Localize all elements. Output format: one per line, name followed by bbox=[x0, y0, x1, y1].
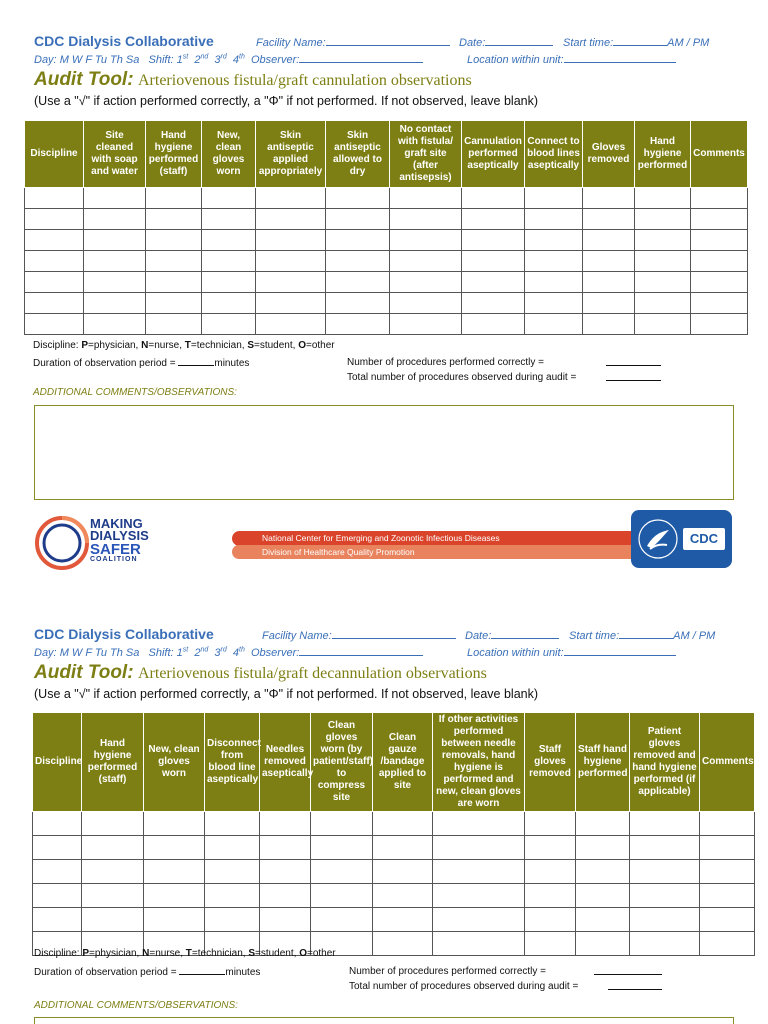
table-cell[interactable] bbox=[373, 812, 433, 836]
table-cell[interactable] bbox=[525, 932, 576, 956]
table-cell[interactable] bbox=[373, 932, 433, 956]
table-cell[interactable] bbox=[146, 251, 202, 272]
col-header: New, clean gloves worn bbox=[202, 121, 256, 188]
table-cell[interactable] bbox=[84, 314, 146, 335]
table-cell[interactable] bbox=[691, 293, 748, 314]
instructions: (Use a "√" if action performed correctly, a "Φ" if not performed. If not observed, leave blank) bbox=[34, 94, 539, 108]
additional-comments-label: ADDITIONAL COMMENTS/OBSERVATIONS: bbox=[34, 1000, 238, 1011]
table-cell[interactable] bbox=[205, 908, 260, 932]
page-title: Audit Tool: Arteriovenous fistula/graft cannulation observations bbox=[34, 69, 472, 90]
table-cell[interactable] bbox=[576, 884, 630, 908]
table-cell[interactable] bbox=[326, 293, 390, 314]
table-cell[interactable] bbox=[390, 188, 462, 209]
table-cell[interactable] bbox=[25, 230, 84, 251]
table-cell[interactable] bbox=[583, 272, 635, 293]
total-count-line[interactable] bbox=[606, 372, 661, 384]
col-header: Hand hygiene performed bbox=[635, 121, 691, 188]
col-header: Staff gloves removed bbox=[525, 713, 576, 812]
table-cell[interactable] bbox=[462, 251, 525, 272]
table-cell[interactable] bbox=[256, 293, 326, 314]
table-cell[interactable] bbox=[84, 272, 146, 293]
table-cell[interactable] bbox=[311, 812, 373, 836]
table-cell[interactable] bbox=[311, 860, 373, 884]
facility-name-field[interactable]: Facility Name: bbox=[256, 36, 450, 49]
table-cell[interactable] bbox=[390, 209, 462, 230]
col-header: Hand hygiene performed (staff) bbox=[146, 121, 202, 188]
table-cell[interactable] bbox=[576, 908, 630, 932]
total-count-field[interactable]: Total number of procedures observed during audit = bbox=[347, 372, 577, 383]
table-cell[interactable] bbox=[202, 251, 256, 272]
logo-line-3: SAFER bbox=[90, 540, 141, 558]
table-cell[interactable] bbox=[390, 251, 462, 272]
col-header: New, clean gloves worn bbox=[144, 713, 205, 812]
logo-text bbox=[90, 518, 149, 564]
table-cell[interactable] bbox=[525, 908, 576, 932]
table-cell[interactable] bbox=[462, 272, 525, 293]
table-cell[interactable] bbox=[433, 812, 525, 836]
table-cell[interactable] bbox=[630, 932, 700, 956]
table-cell[interactable] bbox=[525, 860, 576, 884]
table-cell[interactable] bbox=[33, 884, 82, 908]
table-cell[interactable] bbox=[205, 884, 260, 908]
table-cell[interactable] bbox=[390, 230, 462, 251]
table-cell[interactable] bbox=[462, 230, 525, 251]
table-row bbox=[25, 314, 748, 335]
table-cell[interactable] bbox=[25, 314, 84, 335]
col-header: Clean gloves worn (by patient/staff) to compress site bbox=[311, 713, 373, 812]
table-cell[interactable] bbox=[326, 314, 390, 335]
table-cell[interactable] bbox=[691, 314, 748, 335]
correct-count-line[interactable] bbox=[606, 357, 661, 369]
table-cell[interactable] bbox=[576, 812, 630, 836]
start-time-field[interactable]: Start time: AM / PM bbox=[569, 630, 716, 642]
table-cell[interactable] bbox=[525, 251, 583, 272]
col-header: Staff hand hygiene performed bbox=[576, 713, 630, 812]
table-cell[interactable] bbox=[25, 251, 84, 272]
instructions: (Use a "√" if action performed correctly, a "Φ" if not performed. If not observed, leave blank) bbox=[34, 687, 539, 701]
table-cell[interactable] bbox=[202, 314, 256, 335]
table-cell[interactable] bbox=[630, 884, 700, 908]
day-shift-row: Day: M W F Tu Th Sa Shift: 1st 2nd 3rd 4th Observer: bbox=[34, 646, 423, 659]
table-cell[interactable] bbox=[525, 812, 576, 836]
table-row bbox=[25, 293, 748, 314]
table-cell[interactable] bbox=[635, 230, 691, 251]
table-cell[interactable] bbox=[635, 209, 691, 230]
table-cell[interactable] bbox=[630, 908, 700, 932]
table-row bbox=[33, 884, 755, 908]
table-row bbox=[25, 272, 748, 293]
table-cell[interactable] bbox=[700, 812, 755, 836]
table-cell[interactable] bbox=[33, 836, 82, 860]
table-cell[interactable] bbox=[583, 314, 635, 335]
table-cell[interactable] bbox=[462, 293, 525, 314]
table-cell[interactable] bbox=[205, 836, 260, 860]
table-cell[interactable] bbox=[82, 812, 144, 836]
table-cell[interactable] bbox=[462, 209, 525, 230]
col-header: Site cleaned with soap and water bbox=[84, 121, 146, 188]
table-cell[interactable] bbox=[84, 209, 146, 230]
duration-field[interactable]: Duration of observation period = minutes bbox=[34, 967, 261, 978]
table-cell[interactable] bbox=[583, 188, 635, 209]
table-cell[interactable] bbox=[84, 188, 146, 209]
discipline-legend: Discipline: P=physician, N=nurse, T=technician, S=student, O=other bbox=[33, 340, 335, 351]
table-cell[interactable] bbox=[260, 836, 311, 860]
location-field[interactable]: Location within unit: bbox=[467, 646, 676, 659]
table-cell[interactable] bbox=[433, 884, 525, 908]
table-cell[interactable] bbox=[33, 812, 82, 836]
total-count-field[interactable]: Total number of procedures observed during audit = bbox=[349, 981, 579, 992]
table-cell[interactable] bbox=[433, 932, 525, 956]
table-cell[interactable] bbox=[256, 230, 326, 251]
table-cell[interactable] bbox=[525, 836, 576, 860]
table-cell[interactable] bbox=[390, 272, 462, 293]
table-cell[interactable] bbox=[260, 860, 311, 884]
table-cell[interactable] bbox=[700, 884, 755, 908]
additional-comments-box[interactable] bbox=[34, 405, 734, 500]
table-cell[interactable] bbox=[635, 251, 691, 272]
table-cell[interactable] bbox=[84, 251, 146, 272]
table-cell[interactable] bbox=[525, 884, 576, 908]
table-cell[interactable] bbox=[202, 272, 256, 293]
col-header: Disconnect from blood line aseptically bbox=[205, 713, 260, 812]
col-header: If other activities performed between needle removals, hand hygiene is performed and new, clean gloves are worn bbox=[433, 713, 525, 812]
table-cell[interactable] bbox=[525, 293, 583, 314]
table-cell[interactable] bbox=[691, 272, 748, 293]
table-cell[interactable] bbox=[373, 860, 433, 884]
audit-section-cannulation bbox=[0, 0, 768, 510]
col-header: Discipline bbox=[25, 121, 84, 188]
table-cell[interactable] bbox=[144, 836, 205, 860]
date-field[interactable]: Date: bbox=[465, 629, 559, 642]
discipline-legend: Discipline: P=physician, N=nurse, T=technician, S=student, O=other bbox=[34, 948, 336, 959]
date-field[interactable]: Date: bbox=[459, 36, 553, 49]
col-header: Clean gauze /bandage applied to site bbox=[373, 713, 433, 812]
table-cell[interactable] bbox=[144, 884, 205, 908]
table-cell[interactable] bbox=[256, 314, 326, 335]
table-cell[interactable] bbox=[144, 908, 205, 932]
table-row bbox=[33, 860, 755, 884]
dhqp-bar: Division of Healthcare Quality Promotion bbox=[232, 545, 632, 559]
table-body bbox=[25, 188, 748, 335]
table-cell[interactable] bbox=[256, 209, 326, 230]
table-cell[interactable] bbox=[691, 209, 748, 230]
table-cell[interactable] bbox=[144, 860, 205, 884]
org-name: CDC Dialysis Collaborative bbox=[34, 626, 214, 642]
table-cell[interactable] bbox=[82, 908, 144, 932]
table-cell[interactable] bbox=[635, 188, 691, 209]
table-cell[interactable] bbox=[326, 272, 390, 293]
table-cell[interactable] bbox=[630, 836, 700, 860]
table-cell[interactable] bbox=[326, 251, 390, 272]
col-header: Comments bbox=[691, 121, 748, 188]
table-cell[interactable] bbox=[82, 860, 144, 884]
additional-comments-label: ADDITIONAL COMMENTS/OBSERVATIONS: bbox=[33, 387, 237, 398]
logo-line-1: MAKING bbox=[90, 516, 143, 531]
table-cell[interactable] bbox=[525, 209, 583, 230]
table-cell[interactable] bbox=[583, 293, 635, 314]
table-cell[interactable] bbox=[326, 230, 390, 251]
table-row bbox=[25, 251, 748, 272]
table-cell[interactable] bbox=[583, 251, 635, 272]
table-cell[interactable] bbox=[433, 908, 525, 932]
col-header: Skin antiseptic allowed to dry bbox=[326, 121, 390, 188]
table-cell[interactable] bbox=[576, 860, 630, 884]
table-cell[interactable] bbox=[311, 836, 373, 860]
table-cell[interactable] bbox=[373, 884, 433, 908]
table-cell[interactable] bbox=[583, 209, 635, 230]
audit-table bbox=[24, 120, 748, 335]
table-cell[interactable] bbox=[691, 188, 748, 209]
table-cell[interactable] bbox=[700, 908, 755, 932]
day-shift-row: Day: M W F Tu Th Sa Shift: 1st 2nd 3rd 4th Observer: bbox=[34, 53, 423, 66]
col-header: Patient gloves removed and hand hygiene performed (if applicable) bbox=[630, 713, 700, 812]
making-dialysis-safer-logo bbox=[32, 513, 92, 573]
col-header: Discipline bbox=[33, 713, 82, 812]
table-cell[interactable] bbox=[256, 251, 326, 272]
table-cell[interactable] bbox=[202, 209, 256, 230]
col-header: Gloves removed bbox=[583, 121, 635, 188]
table-cell[interactable] bbox=[525, 272, 583, 293]
table-cell[interactable] bbox=[390, 314, 462, 335]
table-row bbox=[33, 908, 755, 932]
table-cell[interactable] bbox=[390, 293, 462, 314]
table-cell[interactable] bbox=[25, 188, 84, 209]
table-cell[interactable] bbox=[583, 230, 635, 251]
table-cell[interactable] bbox=[144, 812, 205, 836]
footer bbox=[0, 505, 768, 575]
col-header: Needles removed aseptically bbox=[260, 713, 311, 812]
total-count-line[interactable] bbox=[608, 981, 662, 993]
table-cell[interactable] bbox=[373, 908, 433, 932]
logo-line-4: COALITION bbox=[90, 555, 138, 563]
col-header: Comments bbox=[700, 713, 755, 812]
table-cell[interactable] bbox=[202, 293, 256, 314]
table-row bbox=[25, 188, 748, 209]
correct-count-line[interactable] bbox=[594, 966, 662, 978]
table-cell[interactable] bbox=[635, 272, 691, 293]
duration-field[interactable]: Duration of observation period = minutes bbox=[33, 358, 250, 369]
table-cell[interactable] bbox=[525, 230, 583, 251]
table-cell[interactable] bbox=[202, 230, 256, 251]
hhs-eagle-icon bbox=[637, 518, 679, 560]
audit-table bbox=[32, 712, 755, 956]
facility-name-field[interactable]: Facility Name: bbox=[262, 629, 456, 642]
table-cell[interactable] bbox=[33, 860, 82, 884]
table-cell[interactable] bbox=[146, 314, 202, 335]
table-cell[interactable] bbox=[82, 884, 144, 908]
table-row bbox=[25, 209, 748, 230]
table-cell[interactable] bbox=[700, 932, 755, 956]
correct-count-field[interactable]: Number of procedures performed correctly = bbox=[347, 357, 545, 368]
table-cell[interactable] bbox=[576, 932, 630, 956]
cdc-wordmark: CDC bbox=[683, 528, 725, 550]
table-cell[interactable] bbox=[635, 314, 691, 335]
org-name: CDC Dialysis Collaborative bbox=[34, 33, 214, 49]
table-row bbox=[25, 230, 748, 251]
table-cell[interactable] bbox=[25, 209, 84, 230]
table-cell[interactable] bbox=[462, 314, 525, 335]
table-row bbox=[33, 812, 755, 836]
table-cell[interactable] bbox=[260, 812, 311, 836]
table-cell[interactable] bbox=[146, 272, 202, 293]
table-cell[interactable] bbox=[202, 188, 256, 209]
table-cell[interactable] bbox=[260, 908, 311, 932]
col-header: Skin antiseptic applied appropriately bbox=[256, 121, 326, 188]
table-cell[interactable] bbox=[635, 293, 691, 314]
table-cell[interactable] bbox=[256, 272, 326, 293]
table-cell[interactable] bbox=[84, 293, 146, 314]
table-cell[interactable] bbox=[691, 251, 748, 272]
table-cell[interactable] bbox=[576, 836, 630, 860]
cdc-logo bbox=[631, 510, 732, 568]
ncezid-bar: National Center for Emerging and Zoonotic Infectious Diseases bbox=[232, 531, 632, 546]
table-cell[interactable] bbox=[256, 188, 326, 209]
table-cell[interactable] bbox=[311, 884, 373, 908]
table-cell[interactable] bbox=[311, 908, 373, 932]
table-cell[interactable] bbox=[33, 908, 82, 932]
table-cell[interactable] bbox=[146, 293, 202, 314]
table-cell[interactable] bbox=[205, 812, 260, 836]
table-cell[interactable] bbox=[25, 293, 84, 314]
table-cell[interactable] bbox=[25, 272, 84, 293]
table-cell[interactable] bbox=[84, 230, 146, 251]
table-cell[interactable] bbox=[630, 860, 700, 884]
table-cell[interactable] bbox=[700, 860, 755, 884]
logo-line-2: DIALYSIS bbox=[90, 528, 149, 544]
col-header: Cannulation performed aseptically bbox=[462, 121, 525, 188]
table-cell[interactable] bbox=[146, 209, 202, 230]
table-cell[interactable] bbox=[146, 230, 202, 251]
table-row bbox=[33, 836, 755, 860]
table-cell[interactable] bbox=[433, 860, 525, 884]
col-header: No contact with fistula/ graft site (after antisepsis) bbox=[390, 121, 462, 188]
col-header: Connect to blood lines aseptically bbox=[525, 121, 583, 188]
table-cell[interactable] bbox=[700, 836, 755, 860]
location-field[interactable]: Location within unit: bbox=[467, 53, 676, 66]
table-cell[interactable] bbox=[525, 314, 583, 335]
table-cell[interactable] bbox=[525, 188, 583, 209]
start-time-field[interactable]: Start time: AM / PM bbox=[563, 37, 710, 49]
audit-section-decannulation bbox=[0, 594, 768, 1024]
table-cell[interactable] bbox=[146, 188, 202, 209]
table-cell[interactable] bbox=[82, 836, 144, 860]
col-header: Hand hygiene performed (staff) bbox=[82, 713, 144, 812]
table-cell[interactable] bbox=[205, 860, 260, 884]
additional-comments-box[interactable] bbox=[34, 1017, 734, 1024]
table-cell[interactable] bbox=[630, 812, 700, 836]
table-cell[interactable] bbox=[373, 836, 433, 860]
table-cell[interactable] bbox=[433, 836, 525, 860]
table-cell[interactable] bbox=[462, 188, 525, 209]
table-cell[interactable] bbox=[260, 884, 311, 908]
table-cell[interactable] bbox=[691, 230, 748, 251]
page-title: Audit Tool: Arteriovenous fistula/graft decannulation observations bbox=[34, 662, 487, 683]
table-cell[interactable] bbox=[326, 209, 390, 230]
table-cell[interactable] bbox=[326, 188, 390, 209]
table-body bbox=[33, 812, 755, 956]
correct-count-field[interactable]: Number of procedures performed correctly = bbox=[349, 966, 547, 977]
